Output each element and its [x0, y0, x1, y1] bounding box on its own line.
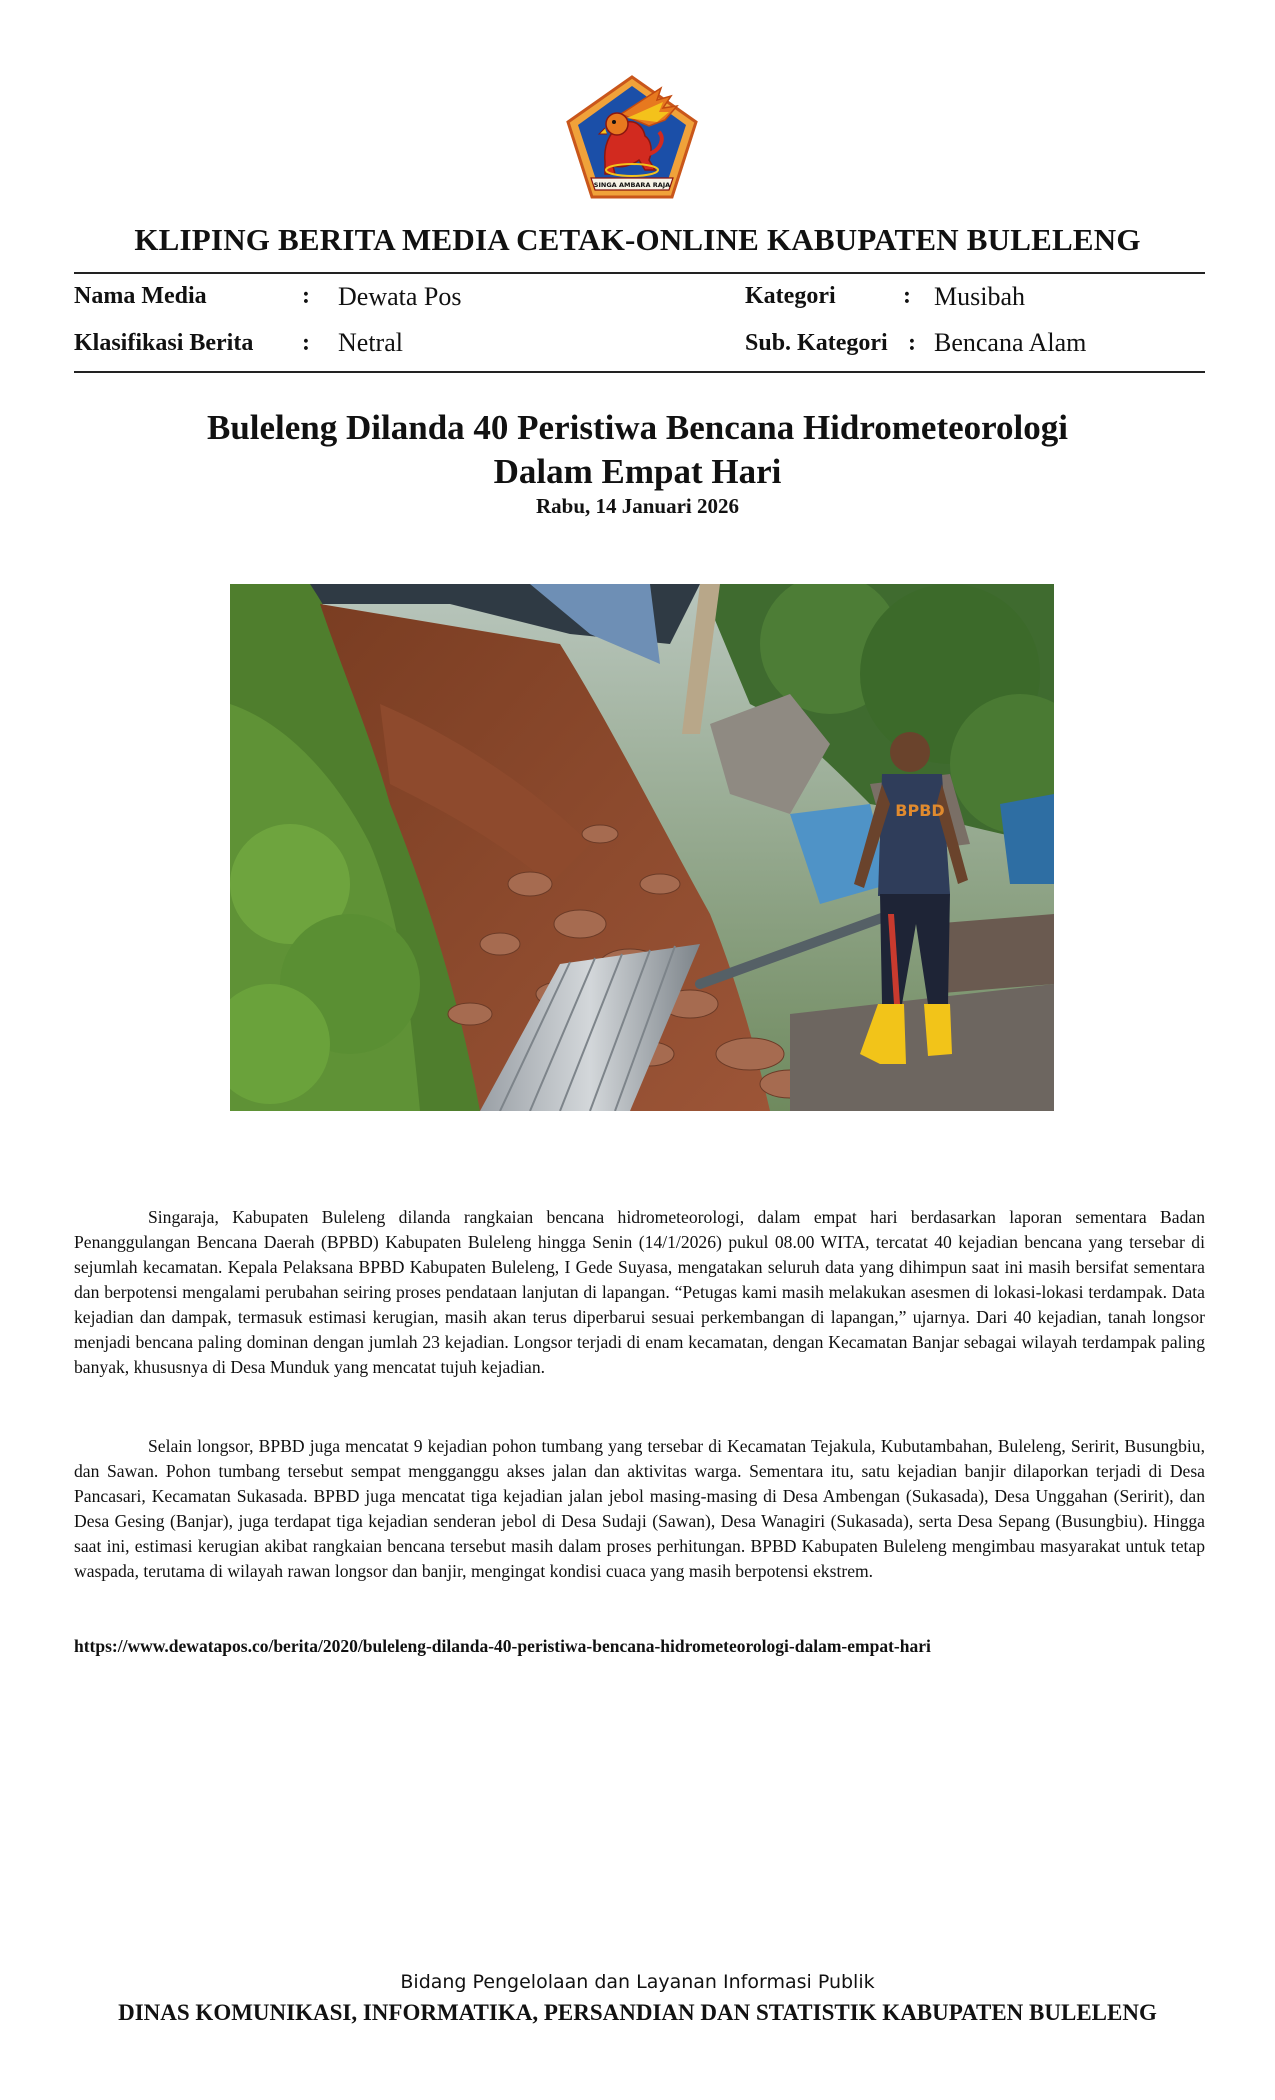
article-title-line2: Dalam Empat Hari: [493, 452, 782, 491]
article-paragraph-2: [74, 1434, 1205, 1584]
subkategori-value: Bencana Alam: [934, 328, 1087, 357]
header-bottom-divider: [74, 371, 1205, 373]
regency-logo: [565, 74, 699, 200]
klasifikasi-colon: :: [302, 330, 310, 356]
footer-subtitle: Bidang Pengelolaan dan Layanan Informasi Publik: [400, 1971, 875, 1993]
kategori-colon: :: [903, 283, 911, 309]
subkategori-label: Sub. Kategori: [745, 330, 888, 356]
subkategori-colon: :: [908, 330, 916, 356]
article-paragraph-1: [74, 1205, 1205, 1380]
clipping-header-title: KLIPING BERITA MEDIA CETAK-ONLINE KABUPATEN BULELENG: [134, 222, 1141, 257]
logo-motto: SINGA AMBARA RAJA: [593, 181, 671, 189]
article-paragraph-2-text: Selain longsor, BPBD juga mencatat 9 kejadian pohon tumbang yang tersebar di Kecamatan Tejakula, Kubutambahan, Buleleng, Seririt, Busungbiu, dan Sawan. Pohon tumbang tersebut sempat mengganggu akses jalan dan aktivitas warga. Sementara itu, satu kejadian banjir dilaporkan terjadi di Desa Pancasari, Kecamatan Sukasada. BPBD juga mencatat tiga kejadian jalan jebol masing-masing di Desa Ambengan (Sukasada), Desa Unggahan (Seririt), dan Desa Gesing (Banjar), juga terdapat tiga kejadian senderan jebol di Desa Sudaji (Sawan), Desa Wanagiri (Sukasada), serta Desa Sepang (Busungbiu). Hingga saat ini, estimasi kerugian akibat rangkaian bencana tersebut masih dalam proses perhitungan. BPBD Kabupaten Buleleng mengimbau masyarakat untuk tetap waspada, terutama di wilayah rawan longsor dan banjir, mengingat kondisi cuaca yang masih berpotensi ekstrem.: [74, 1436, 1205, 1581]
landslide-news-photo: [230, 584, 1054, 1111]
media-value: Dewata Pos: [338, 282, 462, 311]
footer-department: DINAS KOMUNIKASI, INFORMATIKA, PERSANDIAN DAN STATISTIK KABUPATEN BULELENG: [118, 2000, 1157, 2025]
kategori-value: Musibah: [934, 282, 1025, 311]
header-top-divider: [74, 272, 1205, 274]
article-source-link[interactable]: https://www.dewatapos.co/berita/2020/buleleng-dilanda-40-peristiwa-bencana-hidrometeorologi-dalam-empat-hari: [74, 1636, 931, 1656]
klasifikasi-value: Netral: [338, 328, 403, 357]
klasifikasi-label: Klasifikasi Berita: [74, 330, 254, 356]
worker-shirt-text: BPBD: [895, 801, 945, 820]
media-label: Nama Media: [74, 283, 207, 309]
media-colon: :: [302, 283, 310, 309]
article-paragraph-1-text: Singaraja, Kabupaten Buleleng dilanda rangkaian bencana hidrometeorologi, dalam empat hari berdasarkan laporan sementara Badan Penanggulangan Bencana Daerah (BPBD) Kabupaten Buleleng hingga Senin (14/1/2026) pukul 08.00 WITA, tercatat 40 kejadian bencana yang tersebar di sejumlah kecamatan. Kepala Pelaksana BPBD Kabupaten Buleleng, I Gede Suyasa, mengatakan seluruh data yang dihimpun saat ini masih bersifat sementara dan berpotensi mengalami perubahan seiring proses pendataan lanjutan di lapangan. “Petugas kami masih melakukan asesmen di lokasi-lokasi terdampak. Data kejadian dan dampak, termasuk estimasi kerugian, masih akan terus diperbarui sesuai perkembangan di lapangan,” ujarnya. Dari 40 kejadian, tanah longsor menjadi bencana paling dominan dengan jumlah 23 kejadian. Longsor terjadi di enam kecamatan, dengan Kecamatan Banjar sebagai wilayah terdampak paling banyak, khususnya di Desa Munduk yang mencatat tujuh kejadian.: [74, 1207, 1205, 1377]
singa-ambara-raja-emblem-icon: [565, 74, 699, 200]
kategori-label: Kategori: [745, 283, 836, 309]
article-title-line1: Buleleng Dilanda 40 Peristiwa Bencana Hidrometeorologi: [206, 408, 1069, 447]
article-date: Rabu, 14 Januari 2026: [535, 494, 740, 518]
